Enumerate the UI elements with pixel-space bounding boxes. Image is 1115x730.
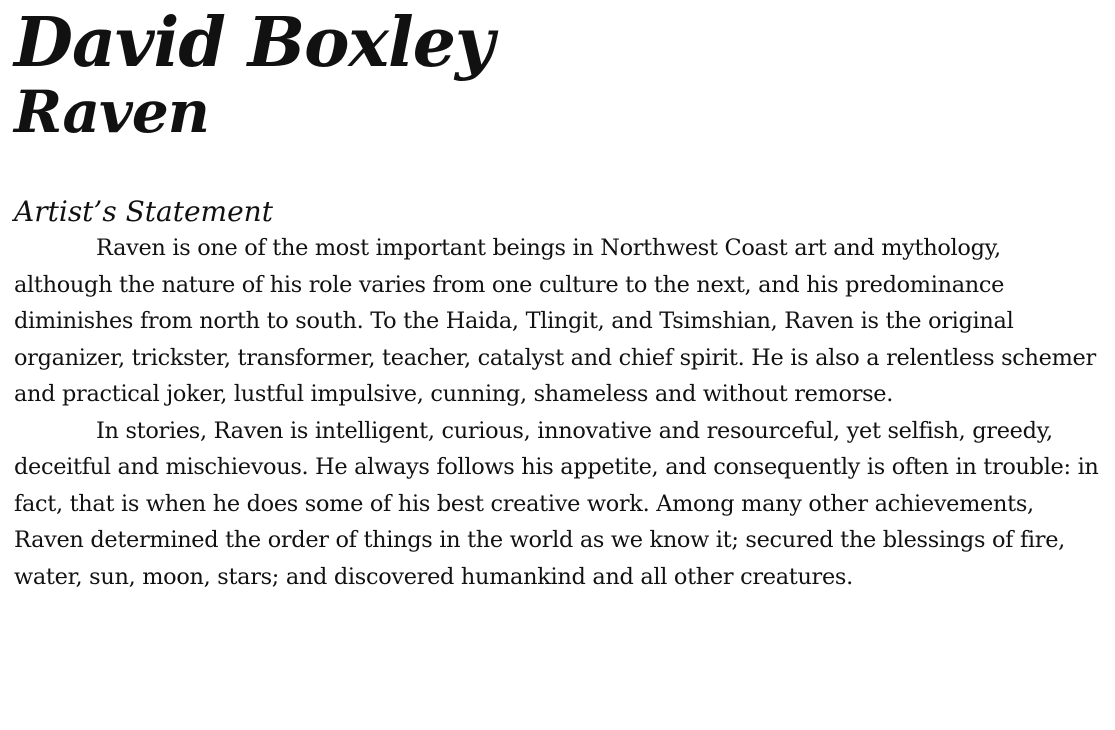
artist-name: David Boxley <box>14 3 494 83</box>
document-page <box>14 3 1099 595</box>
work-title: Raven <box>14 77 209 146</box>
statement-paragraph: Raven is one of the most important beings in Northwest Coast art and mythology, although the nature of his role varies from one culture to the next, and his predominance diminishes from north to south. To the Haida, Tlingit, and Tsimshian, Raven is the original organizer, trickster, transformer, teacher, catalyst and chief spirit. He is also a relentless schemer and practical joker, lustful impulsive, cunning, shameless and without remorse. <box>14 235 1096 408</box>
statement-paragraph: In stories, Raven is intelligent, curious, innovative and resourceful, yet selfish, greedy, deceitful and mischievous. He always follows his appetite, and consequently is often in trouble: in fact, that is when he does some of his best creative work. Among many other achievements, Raven determined the order of things in the world as we know it; secured the blessings of fire, water, sun, moon, stars; and discovered humankind and all other creatures. <box>14 417 1099 590</box>
section-heading: Artist’s Statement <box>14 194 273 228</box>
statement-body <box>14 230 1099 595</box>
